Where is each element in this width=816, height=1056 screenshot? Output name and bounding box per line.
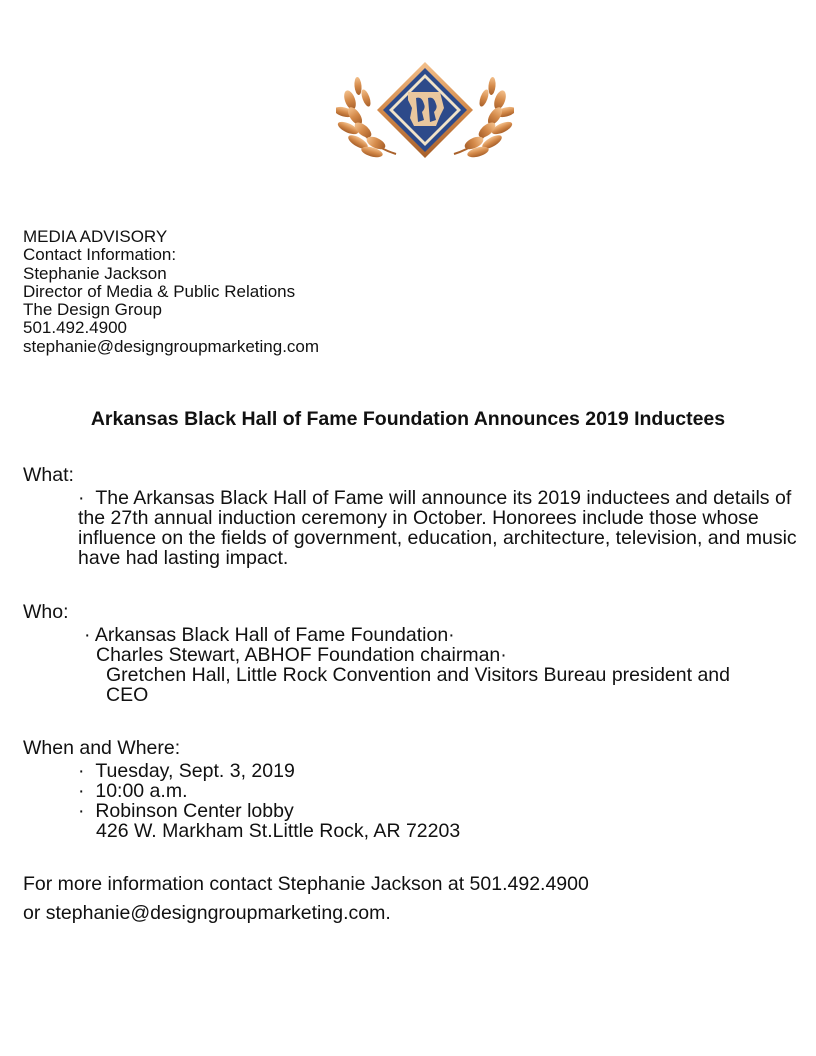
page-title: Arkansas Black Hall of Fame Foundation Announces 2019 Inductees xyxy=(90,408,726,430)
media-advisory-label: MEDIA ADVISORY xyxy=(23,227,168,246)
when-where-label: When and Where: xyxy=(23,737,181,759)
contact-block xyxy=(23,228,319,356)
contact-company: The Design Group xyxy=(23,300,162,320)
who-label: Who: xyxy=(23,601,69,623)
contact-phone: 501.492.4900 xyxy=(23,318,127,338)
event-venue: Robinson Center lobby xyxy=(95,800,294,822)
event-address: 426 W. Markham St.Little Rock, AR 72203 xyxy=(96,820,461,842)
what-bullet: · xyxy=(78,487,85,509)
logo-emblem xyxy=(336,56,514,164)
what-label: What: xyxy=(23,464,74,486)
footer-line-2: or stephanie@designgroupmarketing.com. xyxy=(23,902,391,924)
when-venue-line xyxy=(78,801,294,821)
who-line-1: · Arkansas Black Hall of Fame Foundation· xyxy=(84,624,455,646)
contact-heading: Contact Information: xyxy=(23,245,177,265)
when-time-line xyxy=(78,781,187,801)
contact-email: stephanie@designgroupmarketing.com xyxy=(23,336,320,356)
event-date: Tuesday, Sept. 3, 2019 xyxy=(95,760,295,782)
what-text: The Arkansas Black Hall of Fame will announce its 2019 inductees and details of the 27th annual induction ceremony in October. Honorees include those whose influence on the fields of government, education, architecture, television, and music have had lasting impact. xyxy=(78,487,797,569)
diamond-emblem-icon xyxy=(377,62,473,158)
contact-name: Stephanie Jackson xyxy=(23,263,167,283)
event-time: 10:00 a.m. xyxy=(95,780,188,802)
bullet: · xyxy=(78,780,85,802)
who-line-4: CEO xyxy=(106,684,149,706)
what-paragraph xyxy=(78,488,803,568)
footer-line-1: For more information contact Stephanie Jackson at 501.492.4900 xyxy=(23,873,589,895)
bullet: · xyxy=(78,800,85,822)
who-line-2: Charles Stewart, ABHOF Foundation chairman· xyxy=(96,644,507,666)
who-line-3: Gretchen Hall, Little Rock Convention and Visitors Bureau president and xyxy=(106,664,730,686)
bullet: · xyxy=(78,760,85,782)
when-date-line xyxy=(78,761,295,781)
contact-title: Director of Media & Public Relations xyxy=(23,281,296,301)
